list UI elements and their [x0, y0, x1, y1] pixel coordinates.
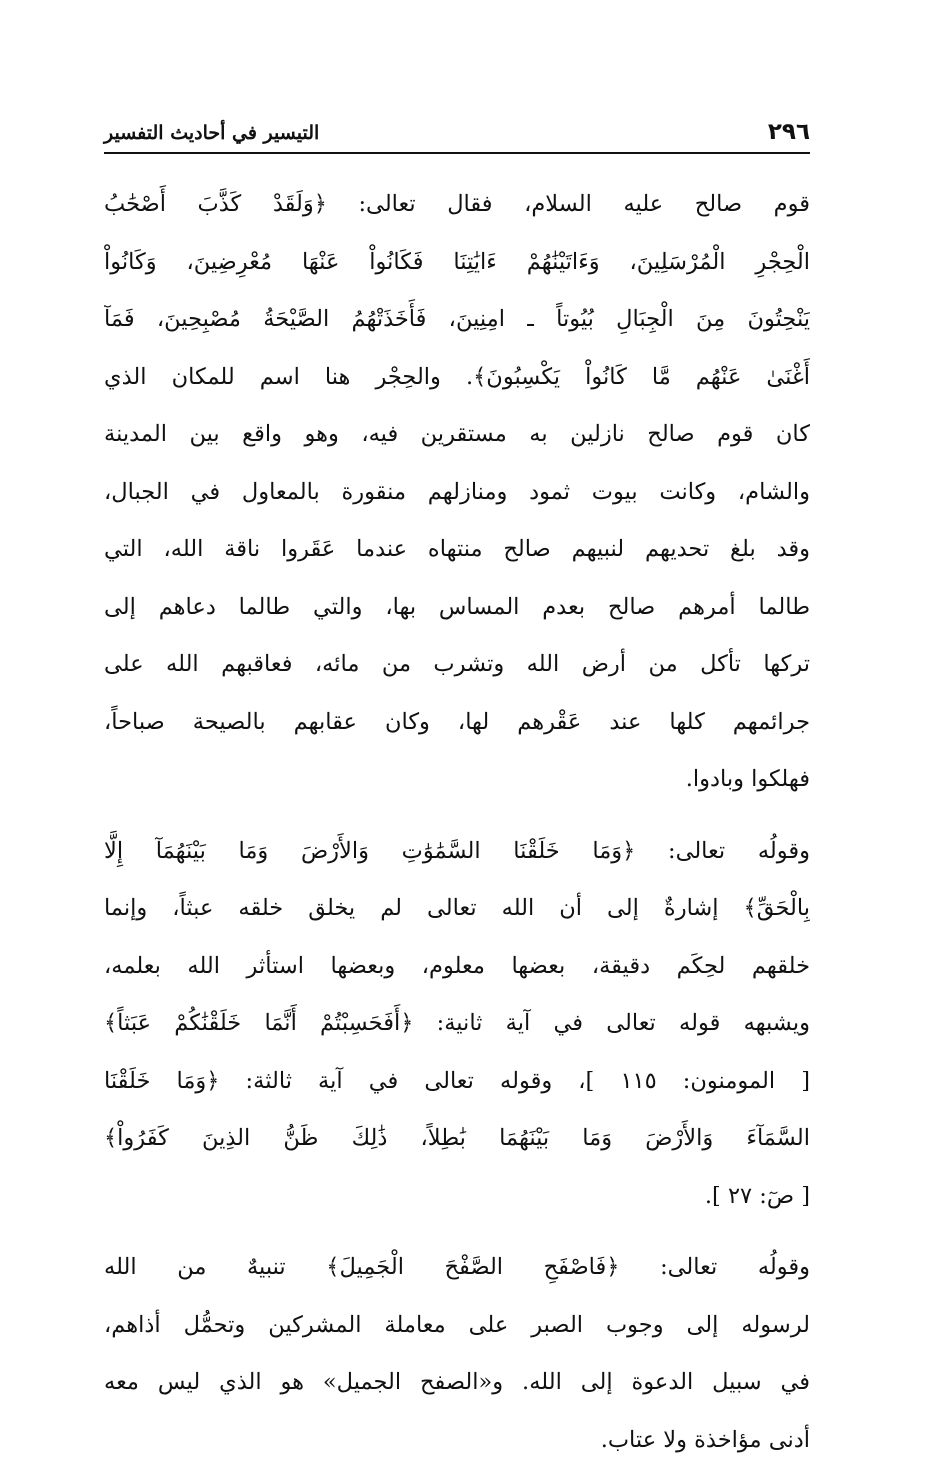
paragraph-1	[104, 176, 810, 809]
text-line: خلقهم لحِكَم دقيقة، بعضها معلوم، وبعضها استأثر الله بعلمه،	[104, 938, 810, 996]
text-line: طالما أمرهم صالح بعدم المساس بها، والتي طالما دعاهم إلى	[104, 579, 810, 637]
text-line: تركها تأكل من أرض الله وتشرب من مائه، فعاقبهم الله على	[104, 636, 810, 694]
text-line: [ المومنون: ١١٥ ]، وقوله تعالى في آية ثالثة: ﴿وَمَا خَلَقْنَا	[104, 1053, 810, 1111]
text-line: كان قوم صالح نازلين به مستقرين فيه، وهو واقع بين المدينة	[104, 406, 810, 464]
page-number: ٢٩٦	[768, 118, 810, 146]
page-header	[104, 116, 810, 150]
text-line: أَغْنَىٰ عَنْهُم مَّا كَانُواْ يَكْسِبُونَ﴾. والحِجْر هنا اسم للمكان الذي	[104, 349, 810, 407]
page-body	[104, 176, 810, 1469]
paragraph-gap	[104, 1225, 810, 1239]
text-line: [ صٓ: ٢٧ ].	[104, 1168, 810, 1226]
text-line: أدنى مؤاخذة ولا عتاب.	[104, 1412, 810, 1469]
paragraph-3	[104, 1239, 810, 1469]
text-line: جرائمهم كلها عند عَقْرهم لها، وكان عقابهم بالصيحة صباحاً،	[104, 694, 810, 752]
text-line: وقولُه تعالى: ﴿وَمَا خَلَقْنَا السَّمَٰوَٰتِ وَالأَرْضَ وَمَا بَيْنَهُمَآ إِلَّا	[104, 823, 810, 881]
paragraph-gap	[104, 809, 810, 823]
text-line: بِالْحَقِّ﴾ إشارةٌ إلى أن الله تعالى لم يخلق خلقه عبثاً، وإنما	[104, 880, 810, 938]
text-line: والشام، وكانت بيوت ثمود ومنازلهم منقورة بالمعاول في الجبال،	[104, 464, 810, 522]
text-line: يَنْحِتُونَ مِنَ الْجِبَالِ بُيُوتاً ـ امِنِينَ، فَأَخَذَتْهُمُ الصَّيْحَةُ مُصْبِحِينَ، فَمَآ	[104, 291, 810, 349]
paragraph-2	[104, 823, 810, 1226]
text-line: السَّمَآءَ وَالأَرْضَ وَمَا بَيْنَهُمَا بَٰطِلاً، ذَٰلِكَ ظَنُّ الذِينَ كَفَرُواْ﴾	[104, 1110, 810, 1168]
text-line: في سبيل الدعوة إلى الله. و«الصفح الجميل» هو الذي ليس معه	[104, 1354, 810, 1412]
text-line: لرسوله إلى وجوب الصبر على معاملة المشركين وتحمُّل أذاهم،	[104, 1297, 810, 1355]
running-title: التيسير في أحاديث التفسير	[104, 120, 319, 146]
text-line: وقولُه تعالى: ﴿فَاصْفَحِ الصَّفْحَ الْجَمِيلَ﴾ تنبيهٌ من الله	[104, 1239, 810, 1297]
text-line: قوم صالح عليه السلام، فقال تعالى: ﴿وَلَقَدْ كَذَّبَ أَصْحَٰبُ	[104, 176, 810, 234]
header-divider	[104, 152, 810, 154]
text-line: ويشبهه قوله تعالى في آية ثانية: ﴿أَفَحَسِبْتُمْ أَنَّمَا خَلَقْنَٰكُمْ عَبَثاً﴾	[104, 995, 810, 1053]
text-line: الْحِجْرِ الْمُرْسَلِينَ، وَءَاتَيْنَٰهُمْ ءَايَٰتِنَا فَكَانُواْ عَنْهَا مُعْرِضِينَ، وَكَانُواْ	[104, 234, 810, 292]
text-line: فهلكوا وبادوا.	[104, 751, 810, 809]
text-line: وقد بلغ تحديهم لنبيهم صالح منتهاه عندما عَقَروا ناقة الله، التي	[104, 521, 810, 579]
